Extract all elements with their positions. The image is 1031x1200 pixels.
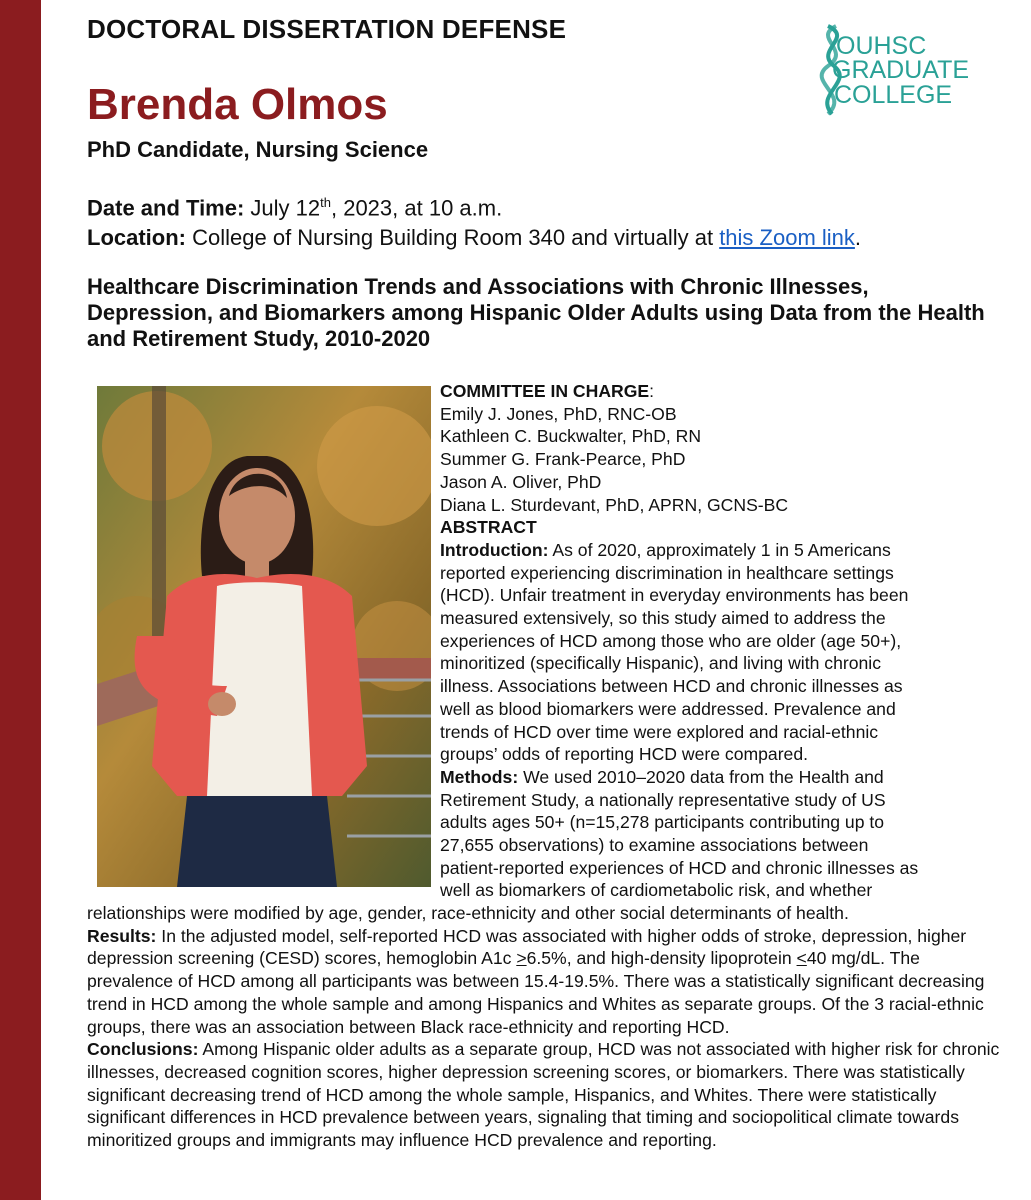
location-line [87, 225, 861, 251]
committee-member: Jason A. Oliver, PhD [440, 471, 602, 492]
committee-heading-colon: : [649, 381, 655, 401]
results-text-3: 40 mg/dL. The prevalence of HCD among all participants was between 15.4-19.5%. There was a statistically significant decreasing trend in HCD among the whole sample and among Hispanics and Whites as separate groups. Of the 3 racial-ethnic groups, there was an association between Black race-ethnicity and reporting HCD. [87, 948, 985, 1037]
methods-text: We used 2010–2020 data from the Health and [518, 766, 884, 787]
results-paragraph [87, 925, 1007, 1039]
methods-line: well as biomarkers of cardiometabolic risk, and whether [440, 880, 873, 901]
logo-line-1: OUHSC [836, 32, 927, 60]
logo-line-2: GRADUATE [832, 56, 970, 84]
intro-line: (HCD). Unfair treatment in everyday environments has been [440, 585, 909, 606]
methods-line [440, 766, 1015, 789]
methods-line: patient-reported experiences of HCD and chronic illnesses as [440, 857, 919, 878]
methods-continuation: relationships were modified by age, gender, race-ethnicity and other social determinants of health. [87, 903, 849, 923]
intro-line [440, 539, 1015, 562]
date-text-after: , 2023, at 10 a.m. [330, 195, 503, 221]
date-text-before: July 12 [244, 195, 321, 221]
intro-line: groups’ odds of reporting HCD were compared. [440, 744, 809, 765]
results-ge: > [516, 948, 527, 969]
intro-line: minoritized (specifically Hispanic), and living with chronic [440, 653, 881, 674]
conclusions-text: Among Hispanic older adults as a separate group, HCD was not associated with higher risk for chronic illnesses, decreased cognition scores, higher depression screening scores, or biomarkers. There was statistically significant decreasing trend of HCD among the whole sample, Hispanics, and Whites. There were statistically significant differences in HCD prevalence between years, signaling that timing and sociopolitical climate towards minoritized groups and immigrants may influence HCD prevalence and reporting. [87, 1039, 1000, 1151]
intro-line: illness. Associations between HCD and chronic illnesses as [440, 676, 903, 697]
intro-line: well as blood biomarkers were addressed. Prevalence and [440, 698, 896, 719]
methods-line: adults ages 50+ (n=15,278 participants contributing up to [440, 812, 885, 833]
candidate-name: Brenda Olmos [87, 80, 388, 129]
committee-heading-line [440, 380, 1015, 403]
event-title: DOCTORAL DISSERTATION DEFENSE [87, 14, 567, 44]
methods-line: 27,655 observations) to examine associations between [440, 835, 869, 856]
location-end: . [854, 225, 862, 250]
results-label: Results: [87, 925, 157, 946]
abstract-heading: ABSTRACT [440, 517, 537, 538]
abstract-full-width [87, 902, 1007, 1152]
conclusions-label: Conclusions: [87, 1039, 199, 1060]
committee-heading: COMMITTEE IN CHARGE [440, 381, 650, 401]
zoom-link[interactable]: this Zoom link [719, 225, 855, 250]
candidate-photo [97, 386, 431, 887]
results-le: < [796, 948, 807, 969]
intro-line: trends of HCD over time were explored and racial-ethnic [440, 721, 879, 742]
committee-member: Summer G. Frank-Pearce, PhD [440, 449, 686, 470]
location-label: Location: [87, 225, 186, 250]
candidate-title: PhD Candidate, Nursing Science [87, 137, 429, 162]
intro-line: experiences of HCD among those who are older (age 50+), [440, 630, 902, 651]
committee-member: Diana L. Sturdevant, PhD, APRN, GCNS-BC [440, 494, 789, 515]
committee-member: Emily J. Jones, PhD, RNC-OB [440, 403, 677, 424]
dissertation-title: Healthcare Discrimination Trends and Associations with Chronic Illnesses, Depression, and Biomarkers among Hispanic Older Adults using Data from the Health and Retirement Study, 2010-2020 [87, 274, 985, 351]
location-text: College of Nursing Building Room 340 and virtually at [186, 225, 720, 250]
results-text-1: In the adjusted model, self-reported HCD was associated with higher odds of stroke, depression, higher depression screening (CESD) scores, hemoglobin A1c [87, 925, 967, 969]
intro-text: As of 2020, approximately 1 in 5 Americans [548, 539, 891, 560]
left-accent-bar [0, 0, 41, 1200]
results-text-2: 6.5%, and high-density lipoprotein [526, 948, 797, 969]
intro-label: Introduction: [440, 539, 549, 560]
conclusions-paragraph [87, 1038, 1007, 1152]
committee-member: Kathleen C. Buckwalter, PhD, RN [440, 426, 702, 447]
methods-line: Retirement Study, a nationally representative study of US [440, 789, 886, 810]
intro-line: reported experiencing discrimination in healthcare settings [440, 562, 894, 583]
date-superscript: th [320, 195, 331, 210]
intro-line: measured extensively, so this study aimed to address the [440, 608, 886, 629]
committee-abstract-column [440, 380, 1015, 902]
date-time-line [87, 195, 502, 221]
methods-label: Methods: [440, 766, 519, 787]
logo-line-3: COLLEGE [834, 81, 953, 109]
date-label: Date and Time: [87, 195, 245, 221]
ouhsc-graduate-college-logo [814, 20, 984, 120]
